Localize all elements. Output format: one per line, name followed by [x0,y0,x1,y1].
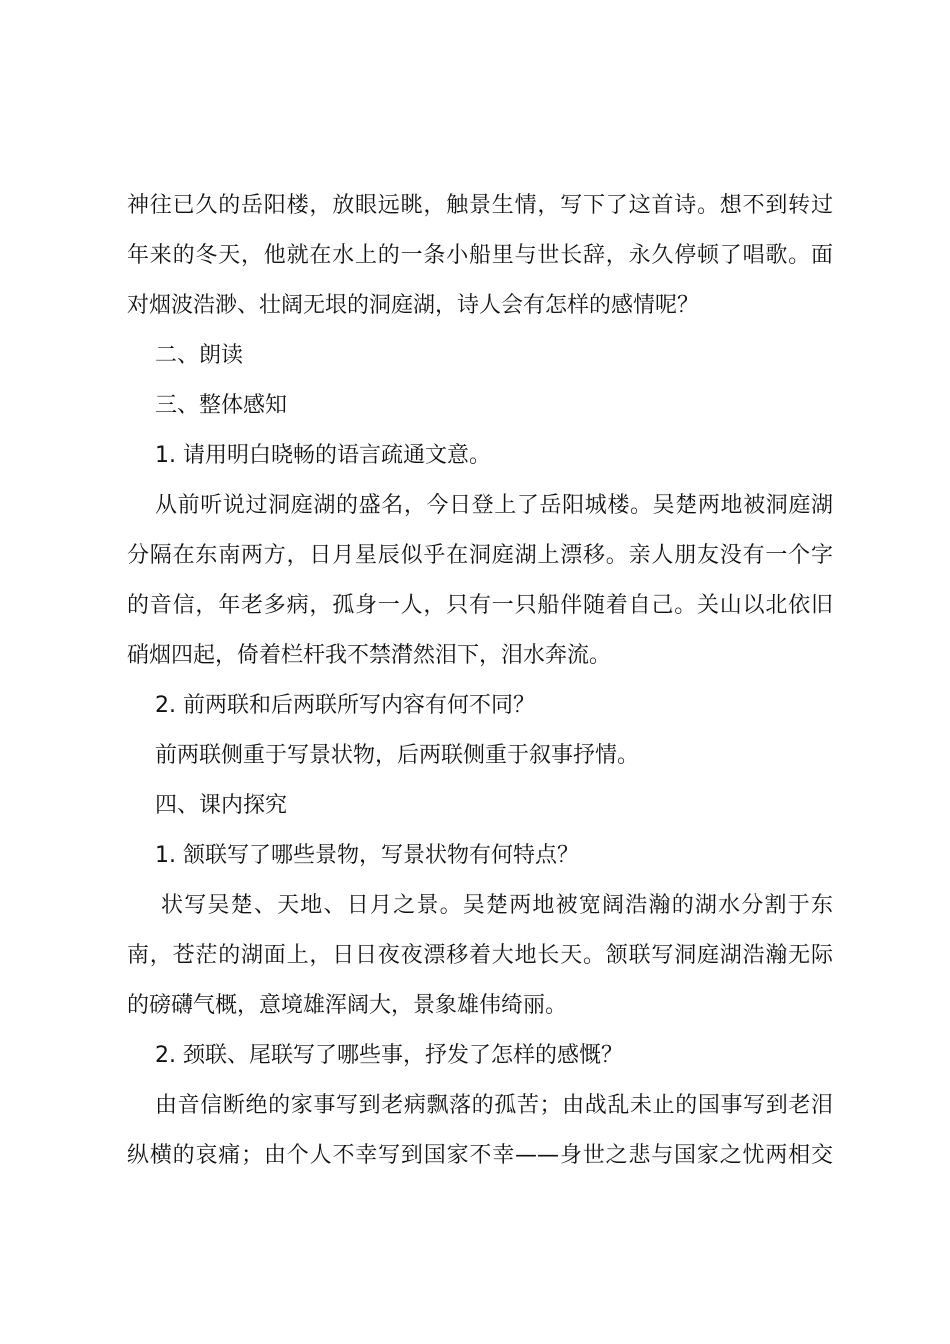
body-text-line: 年来的冬天，他就在水上的一条小船里与世长辞，永久停顿了唱歌。面 [127,243,833,268]
answer-line: 前两联侧重于写景状物，后两联侧重于叙事抒情。 [155,743,640,768]
body-text-line: 纵横的哀痛；由个人不幸写到国家不幸——身世之悲与国家之忧两相交 [127,1143,833,1168]
body-text-line: 的磅礴气概，意境雄浑阔大，景象雄伟绮丽。 [127,993,568,1018]
question-line: 2. 颈联、尾联写了哪些事，抒发了怎样的感慨？ [155,1043,623,1068]
body-text-line: 对烟波浩渺、壮阔无垠的洞庭湖，诗人会有怎样的感情呢？ [127,293,700,318]
body-text-line: 神往已久的岳阳楼，放眼远眺，触景生情，写下了这首诗。想不到转过 [127,193,833,218]
body-text-line: 硝烟四起，倚着栏杆我不禁潸然泪下，泪水奔流。 [127,643,612,668]
body-text-line: 状写吴楚、天地、日月之景。吴楚两地被宽阔浩瀚的湖水分割于东 [161,893,833,918]
body-text-line: 分隔在东南两方，日月星辰似乎在洞庭湖上漂移。亲人朋友没有一个字 [127,543,833,568]
question-line: 2. 前两联和后两联所写内容有何不同？ [155,693,535,718]
document-body [127,181,833,1181]
body-text-line: 从前听说过洞庭湖的盛名，今日登上了岳阳城楼。吴楚两地被洞庭湖 [155,493,833,518]
body-text-line: 的音信，年老多病，孤身一人，只有一只船伴随着自己。关山以北依旧 [127,593,833,618]
question-line: 1. 颔联写了哪些景物，写景状物有何特点？ [155,843,579,868]
section-heading: 二、朗读 [155,343,244,368]
body-text-line: 由音信断绝的家事写到老病飘落的孤苦；由战乱未止的国事写到老泪 [155,1093,833,1118]
section-heading: 三、整体感知 [155,393,288,418]
body-text-line: 南，苍茫的湖面上，日日夜夜漂移着大地长天。颔联写洞庭湖浩瀚无际 [127,943,833,968]
section-heading: 四、课内探究 [155,793,288,818]
question-line: 1. 请用明白晓畅的语言疏通文意。 [155,443,491,468]
